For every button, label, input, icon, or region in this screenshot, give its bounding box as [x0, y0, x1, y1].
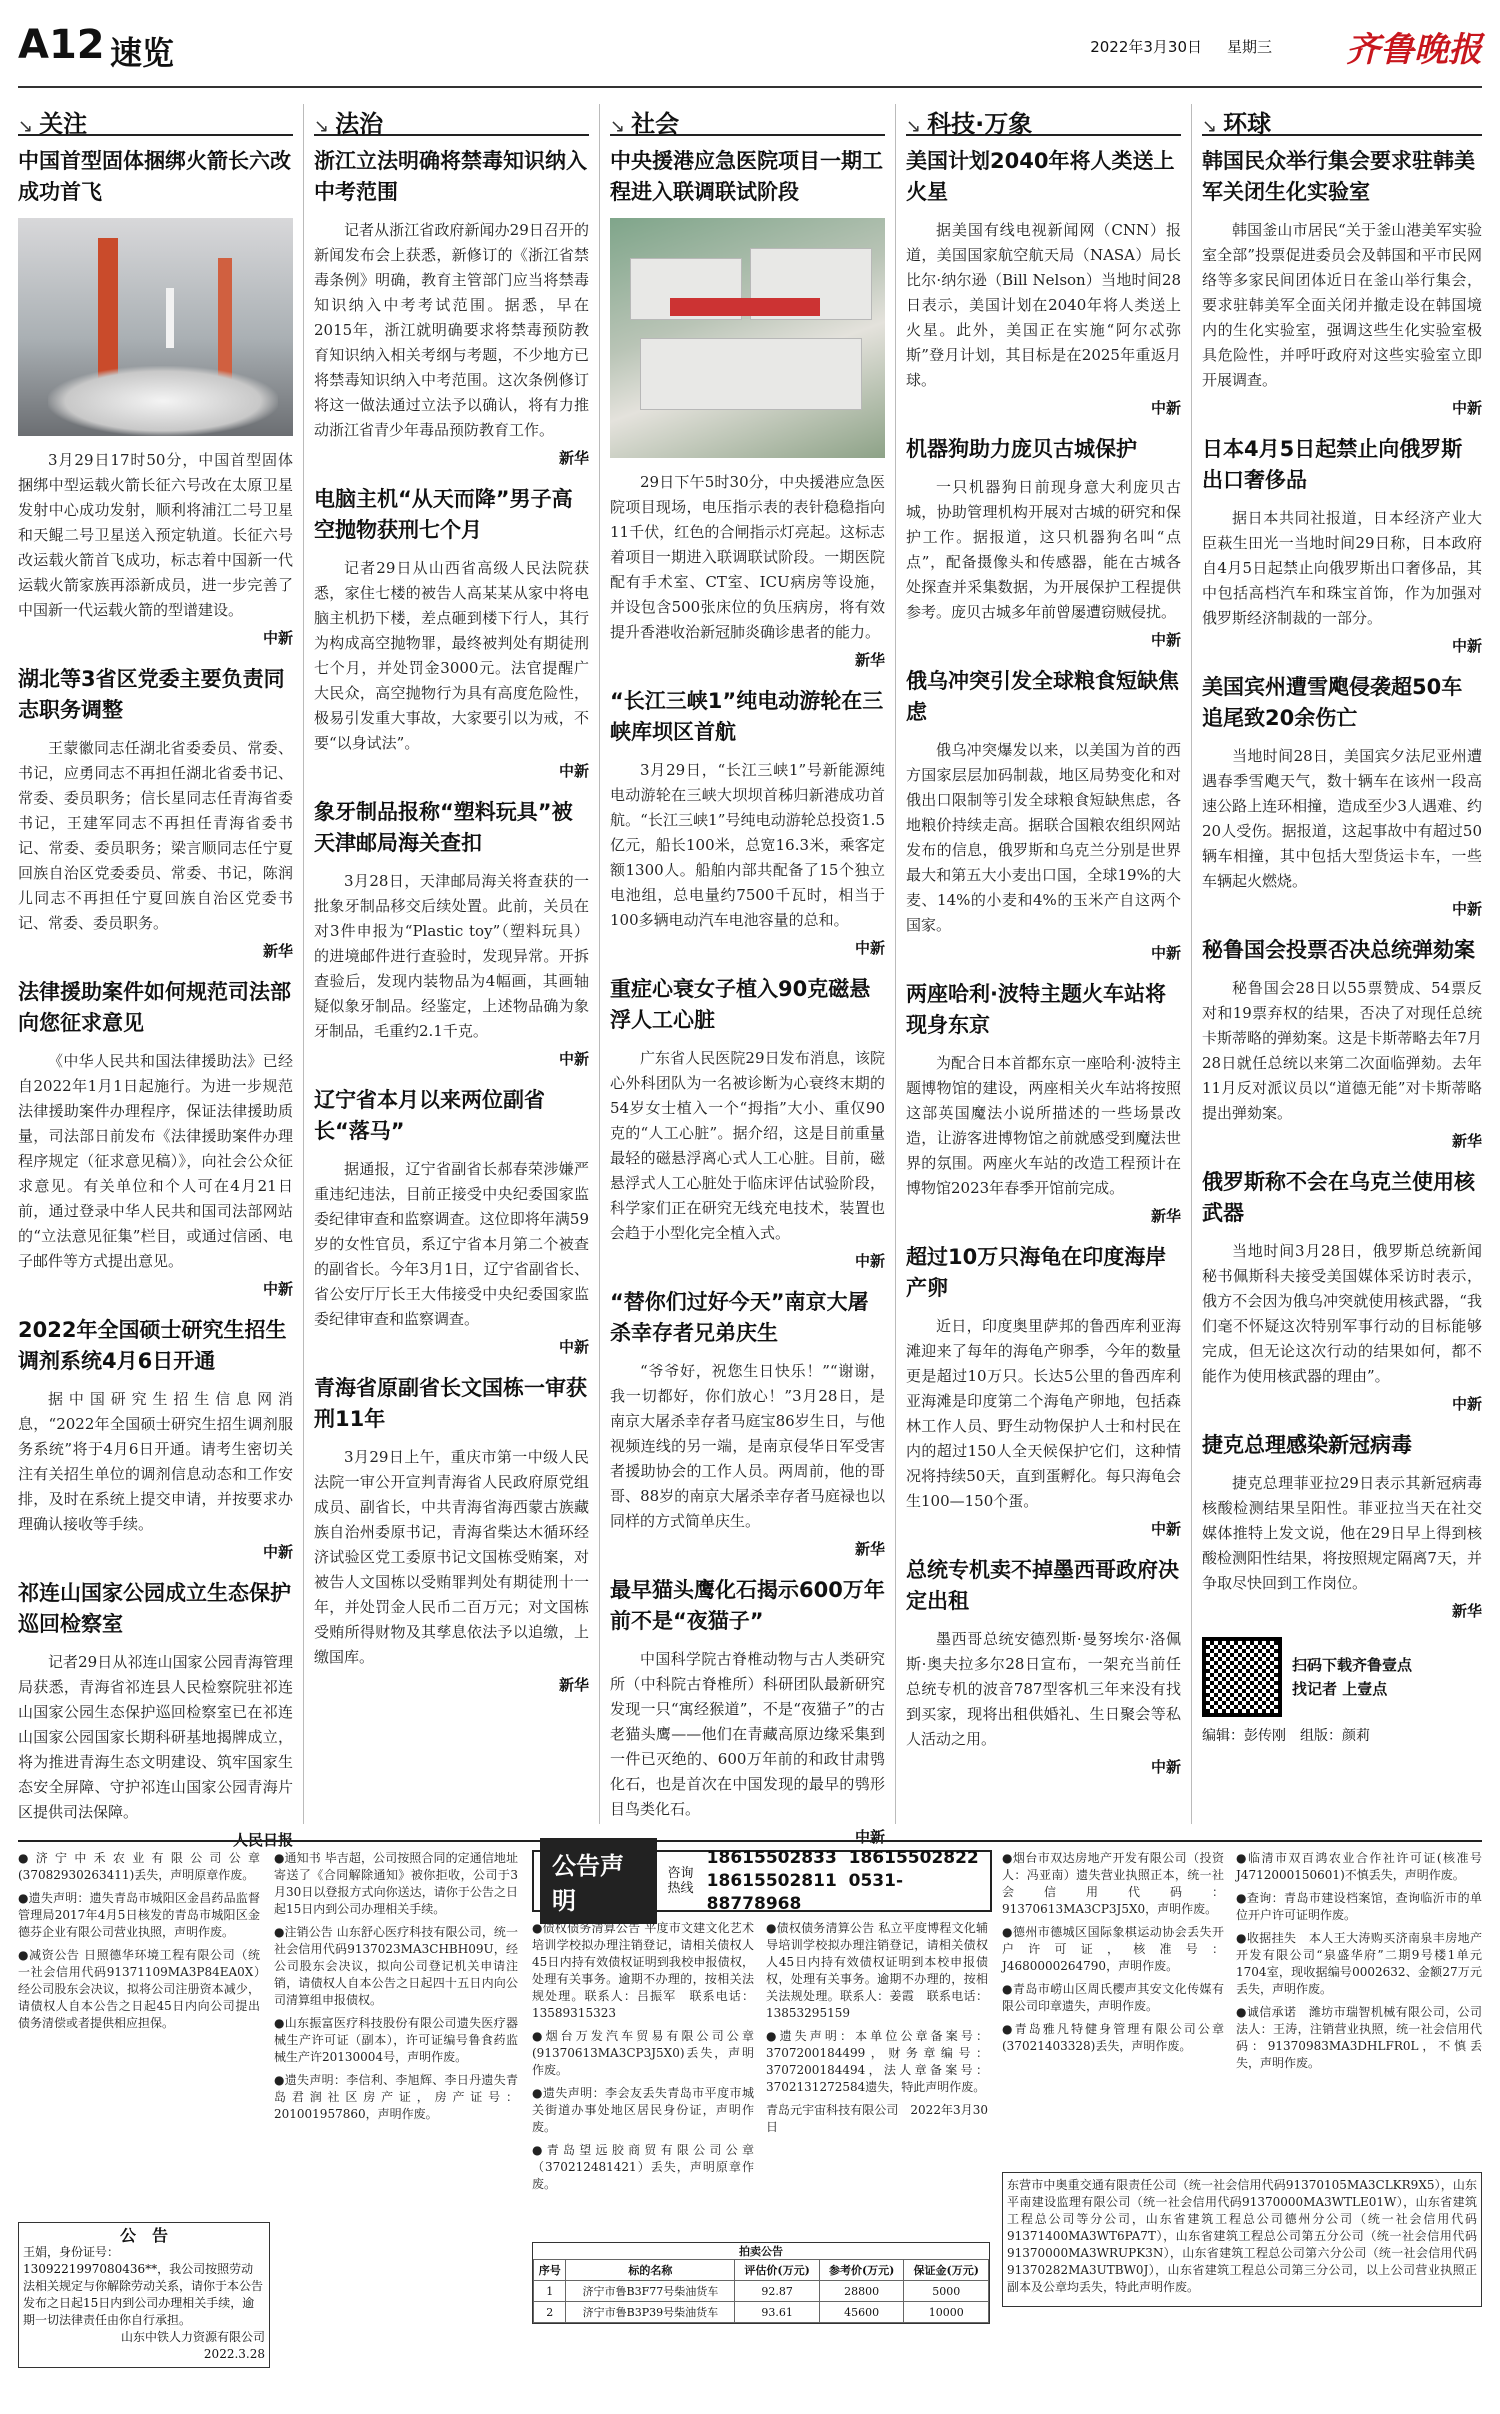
- ad-item: ●遗失声明：李会友丢失青岛市平度市城关街道办事处地区居民身份证，声明作废。: [532, 2086, 754, 2134]
- article: [610, 1287, 885, 1559]
- ad-item: ●青岛市崂山区周氏樱声其安文化传媒有限公司印章遗失，声明作废。: [1002, 1982, 1224, 2013]
- article: [610, 146, 885, 670]
- hotline-numbers: [707, 1847, 990, 1916]
- table-row: [534, 2281, 989, 2302]
- corner-icon: ↘: [18, 116, 34, 137]
- article: [1202, 434, 1482, 656]
- column-divider: [895, 104, 896, 1824]
- article: [610, 974, 885, 1271]
- phone-number[interactable]: 18615502811: [706, 1870, 837, 1891]
- article-body: 据美国有线电视新闻网（CNN）报道，美国国家航空航天局（NASA）局长比尔·纳尔逊（Bill Nelson）当地时间28日表示，美国计划在2040年将人类送上火星。此外，美国正在实施“阿尔忒弥斯”登月计划，其目标是在2025年重返月球。: [906, 221, 1181, 389]
- article-source: 中新: [1150, 1758, 1181, 1776]
- ad-item: ●遗失声明：本单位公章备案号：3707200184499，财务章编号：3707200184494，法人章备案号：3702131272584遗失，特此声明作废。: [766, 2029, 988, 2094]
- rocket-launch-photo: [18, 218, 293, 436]
- ad-item: ●通知书 毕吉超，公司按照合同的定通信地址寄送了《合同解除通知》被你拒收，公司于3月30日以登报方式向你送达，请你于公告之日起15日内到公司办理相关手续。: [274, 1851, 518, 1916]
- corner-icon: ↘: [906, 116, 922, 137]
- article-headline[interactable]: 象牙制品报称“塑料玩具”被天津邮局海关查扣: [314, 800, 573, 855]
- article-body: 当地时间28日，美国宾夕法尼亚州遭遇春季雪飑天气，数十辆车在该州一段高速公路上连环相撞，造成至少3人遇难、约20人受伤。据报道，这起事故中有超过50辆车相撞，其中包括大型货运卡车，一些车辆起火燃烧。: [1202, 747, 1482, 890]
- article: [1202, 935, 1482, 1151]
- article-headline[interactable]: 法律援助案件如何规范司法部向您征求意见: [18, 980, 291, 1035]
- ad-column: [1236, 1850, 1482, 2078]
- article: [906, 666, 1181, 963]
- ad-item: ●烟台万发汽车贸易有限公司公章(91370613MA3CP3J5X0)丢失，声明作废。: [532, 2029, 754, 2077]
- masthead: [18, 16, 1482, 88]
- article-body: 据日本共同社报道，日本经济产业大臣萩生田光一当地时间29日称，日本政府自4月5日起禁止向俄罗斯出口奢侈品，其中包括高档汽车和珠宝首饰，作为加强对俄罗斯经济制裁的一部分。: [1202, 509, 1482, 627]
- table-cell: 5000: [904, 2281, 989, 2302]
- article-body: 3月29日17时50分，中国首型固体捆绑中型运载火箭长征六号改在太原卫星发射中心成功发射，顺利将浦江二号卫星和天鲲二号卫星送入预定轨道。长征六号改运载火箭首飞成功，标志着中国新一代运载火箭家族再添新成员，进一步完善了中国新一代运载火箭的型谱建设。: [18, 451, 293, 619]
- article-body: “爷爷好，祝您生日快乐！”“谢谢，我一切都好，你们放心！”3月28日，是南京大屠杀幸存者马庭宝86岁生日，与他视频连线的另一端，是南京侵华日军受害者援助协会的工作人员。两周前，他的哥哥、88岁的南京大屠杀幸存者马庭禄也以同样的方式简单庆生。: [610, 1362, 885, 1530]
- announcement-box: [18, 2222, 270, 2368]
- article-body: 王蒙徽同志任湖北省委委员、常委、书记，应勇同志不再担任湖北省委书记、常委、委员职务；信长星同志任青海省委书记，王建军同志不再担任青海省委书记、常委、委员职务；梁言顺同志任宁夏回族自治区党委委员、常委、书记，陈润儿同志不再担任宁夏回族自治区党委书记、常委、委员职务。: [18, 739, 293, 932]
- ad-item: ●临清市双百鸿农业合作社许可证(核准号J4712000150601)不慎丢失，声明作废。: [1236, 1851, 1482, 1882]
- article: [1202, 146, 1482, 418]
- article-body: 韩国釜山市居民“关于釜山港美军实验室全部”投票促进委员会及韩国和平市民网络等多家民间团体近日在釜山举行集会，要求驻韩美军全面关闭并撤走设在韩国境内的生化实验室，强调这些生化实验室极具危险性，并呼吁政府对这些实验室立即开展调查。: [1202, 221, 1482, 389]
- article-source: 新华: [262, 942, 293, 960]
- page-number: A12: [18, 22, 105, 68]
- column-guanzhu: [18, 146, 293, 1849]
- article-body: 据中国研究生招生信息网消息，“2022年全国硕士研究生招生调剂服务系统”将于4月6日开通。请考生密切关注有关招生单位的调剂信息动态和工作安排，及时在系统上提交申请，并按要求办理确认接收等手续。: [18, 1390, 293, 1533]
- article-body: 记者29日从山西省高级人民法院获悉，家住七楼的被告人高某某从家中将电脑主机扔下楼，差点砸到楼下行人，其行为构成高空抛物罪，最终被判处有期徒刑七个月，并处罚金3000元。法官提醒广大民众，高空抛物行为具有高度危险性，极易引发重大事故，大家要引以为戒，不要“以身试法”。: [314, 559, 589, 752]
- article: [18, 664, 293, 961]
- classified-ads: [18, 1840, 1482, 2402]
- article-body: 近日，印度奥里萨邦的鲁西库利亚海滩迎来了每年的海龟产卵季，今年的数量更是超过10万只。长达5公里的鲁西库利亚海滩是印度第二个海龟产卵地，包括森林工作人员、野生动物保护人士和村民在内的超过150人全天候保护它们，这种情况将持续50天，直到蛋孵化。每只海龟会生100—150个蛋。: [906, 1317, 1181, 1510]
- article-body: 据通报，辽宁省副省长郝春荣涉嫌严重违纪违法，目前正接受中央纪委国家监委纪律审查和监察调查。这位即将年满59岁的女性官员，系辽宁省本月第二个被查的副省长。今年3月1日，辽宁省副省长、省公安厅厅长王大伟接受中央纪委国家监委纪律审查和监察调查。: [314, 1160, 589, 1328]
- table-row: [534, 2302, 989, 2323]
- ad-item: ●收据挂失 本人王大涛购买济南泉丰房地产开发有限公司“泉盛华府”二期9号楼1单元1704室，现收据编号0002632、金额27万元丢失，声明作废。: [1236, 1931, 1482, 1996]
- article-source: 中新: [1451, 399, 1482, 417]
- article-source: 中新: [1451, 637, 1482, 655]
- ad-column: [18, 1850, 260, 2038]
- qr-block: [1202, 1637, 1482, 1717]
- article-source: 中新: [1451, 900, 1482, 918]
- article-headline[interactable]: “长江三峡1”纯电动游轮在三峡库坝区首航: [610, 689, 884, 744]
- article: [610, 686, 885, 958]
- auction-table: [533, 2259, 989, 2323]
- article-source: 新华: [558, 1676, 589, 1694]
- article-source: 中新: [854, 1252, 885, 1270]
- ad-item: ●查询：青岛市建设档案馆，查询临沂市的单位开户许可证明作废。: [1236, 1891, 1482, 1922]
- article-headline[interactable]: 湖北等3省区党委主要负责同志职务调整: [18, 667, 285, 722]
- column-title: 环球: [1223, 110, 1272, 138]
- article-headline[interactable]: 韩国民众举行集会要求驻韩美军关闭生化实验室: [1202, 149, 1475, 204]
- ad-item: ●遗失声明：李信利、李旭辉、李日丹遗失青岛君润社区房产证，房产证号：201001957860，声明作废。: [274, 2073, 518, 2121]
- phone-number[interactable]: 0531-88778968: [706, 1870, 904, 1914]
- ad-item: 青岛元宇宙科技有限公司 2022年3月30日: [766, 2103, 988, 2134]
- article-headline[interactable]: 捷克总理感染新冠病毒: [1202, 1433, 1412, 1457]
- column-divider: [1191, 104, 1192, 1824]
- article-source: 中新: [1150, 631, 1181, 649]
- column-divider: [303, 104, 304, 1824]
- article-headline[interactable]: 机器狗助力庞贝古城保护: [906, 437, 1137, 461]
- ad-item: ●济宁中禾农业有限公司公章(37082930263411)丢失，声明原章作废。: [18, 1851, 260, 1882]
- notice-banner: [532, 1847, 992, 1915]
- column-keji: [906, 146, 1181, 1826]
- column-title: 关注: [39, 110, 88, 138]
- article-body: 广东省人民医院29日发布消息，该院心外科团队为一名被诊断为心衰终末期的54岁女士植入一个“拇指”大小、重仅90克的“人工心脏”。据介绍，这是目前重量最轻的磁悬浮离心式人工心脏。目前，磁悬浮式人工心脏处于临床评估试验阶段，科学家们正在研究无线充电技术，装置也会趋于小型化完全植入式。: [610, 1049, 885, 1242]
- ad-column: [1002, 1850, 1224, 2061]
- article-headline[interactable]: 俄罗斯称不会在乌克兰使用核武器: [1202, 1170, 1475, 1225]
- ad-item: ●青岛雅凡特健身管理有限公司公章(37021403328)丢失，声明作废。: [1002, 2022, 1224, 2053]
- table-cell: 济宁市鲁B3P39号柴油货车: [566, 2302, 735, 2323]
- table-header: 评估价(万元): [735, 2260, 820, 2281]
- article-source: 中新: [1451, 1395, 1482, 1413]
- article: [1202, 672, 1482, 919]
- article-source: 新华: [854, 1540, 885, 1558]
- article-headline[interactable]: “替你们过好今天”南京大屠杀幸存者兄弟庆生: [610, 1290, 869, 1345]
- article-source: 人民日报: [232, 1831, 293, 1849]
- article-headline[interactable]: 电脑主机“从天而降”男子高空抛物获刑七个月: [314, 487, 573, 542]
- article: [1202, 1430, 1482, 1621]
- table-header: 参考价(万元): [819, 2260, 904, 2281]
- column-shehui: [610, 146, 885, 1846]
- ad-item: ●德州市德城区国际象棋运动协会丢失开户许可证，核准号：J4680000264790，声明作废。: [1002, 1925, 1224, 1973]
- article: [906, 146, 1181, 418]
- article-body: 3月29日，“长江三峡1”号新能源纯电动游轮在三峡大坝坝首秭归新港成功首航。“长江三峡1”号纯电动游轮总投资1.5亿元，船长100米，总宽16.3米，乘客定额1300人。船舶内部共配备了15个独立电池组，总电量约7500千瓦时，相当于100多辆电动汽车电池容量的总和。: [610, 761, 885, 929]
- article-source: 新华: [1451, 1602, 1482, 1620]
- article: [314, 146, 589, 468]
- table-cell: 2: [534, 2302, 566, 2323]
- section-name: 速览: [110, 34, 175, 72]
- article: [906, 1242, 1181, 1539]
- article-source: 中新: [262, 1543, 293, 1561]
- column-header-2: [610, 104, 885, 136]
- article: [906, 979, 1181, 1226]
- qr-caption: [1292, 1653, 1412, 1701]
- article-body: 3月29日上午，重庆市第一中级人民法院一审公开宣判青海省人民政府原党组成员、副省长，中共青海省海西蒙古族藏族自治州委原书记，青海省柴达木循环经济试验区党工委原书记文国栋受贿案，对被告人文国栋以受贿罪判处有期徒刑十一年，并处罚金人民币二百万元；对文国栋受贿所得财物及其孳息依法予以追缴，上缴国库。: [314, 1448, 589, 1666]
- notice-title: 公告声明: [540, 1838, 657, 1924]
- column-header-1: [314, 104, 589, 136]
- article: [1202, 1167, 1482, 1414]
- article: [906, 434, 1181, 650]
- table-cell: 45600: [819, 2302, 904, 2323]
- column-huanqiu: [1202, 146, 1482, 1826]
- article-source: 新华: [1150, 1207, 1181, 1225]
- article-source: 新华: [558, 449, 589, 467]
- article-headline[interactable]: 美国宾州遭雪飑侵袭超50车追尾致20余伤亡: [1202, 675, 1463, 730]
- article-source: 新华: [854, 651, 885, 669]
- article-body: 3月28日，天津邮局海关将查获的一批象牙制品移交后续处置。此前，关员在对3件申报为“Plastic toy”（塑料玩具）的进境邮件进行查验时，发现异常。开拆查验后，发现内装物品为4幅画，其画轴疑似象牙制品。经鉴定，上述物品确为象牙制品，毛重约2.1千克。: [314, 872, 589, 1040]
- column-title: 法治: [335, 110, 384, 138]
- article-headline[interactable]: 重症心衰女子植入90克磁悬浮人工心脏: [610, 977, 871, 1032]
- article: [610, 1575, 885, 1847]
- article-body: 当地时间3月28日，俄罗斯总统新闻秘书佩斯科夫接受美国媒体采访时表示，俄方不会因为俄乌冲突就使用核武器，“我们毫不怀疑这次特别军事行动的目标能够完成，但无论这次行动的结果如何，都不能作为使用核武器的理由”。: [1202, 1242, 1482, 1385]
- ad-item: ●债权债务清算公告 私立平度博程文化辅导培训学校拟办理注销登记，请相关债权人45日内持有效债权证明到本校申报债权，处理有关事务。逾期不办理的，按相关法规处理。联系人：姜霞 联系电话：13853295159: [766, 1921, 988, 2020]
- hospital-aerial-photo: [610, 218, 885, 458]
- article-source: 新华: [1451, 1132, 1482, 1150]
- article-source: 中新: [854, 939, 885, 957]
- auction-notice: [532, 2242, 990, 2324]
- corner-icon: ↘: [610, 116, 626, 137]
- article-source: 中新: [1150, 944, 1181, 962]
- article-headline[interactable]: 辽宁省本月以来两位副省长“落马”: [314, 1088, 545, 1143]
- column-title: 社会: [631, 110, 680, 138]
- editor-credits: 编辑：彭传刚 组版：颜莉: [1202, 1728, 1370, 1744]
- building-roof: [640, 338, 862, 410]
- ad-item: ●烟台市双达房地产开发有限公司（投资人：冯亚南）遗失营业执照正本，统一社会信用代码：91370613MA3CP3J5X0，声明作废。: [1002, 1851, 1224, 1916]
- article-headline[interactable]: 最早猫头鹰化石揭示600万年前不是“夜猫子”: [610, 1578, 885, 1633]
- article-headline[interactable]: 浙江立法明确将禁毒知识纳入中考范围: [314, 149, 587, 204]
- paper-logo: 齐鲁晚报: [1346, 30, 1482, 70]
- rocket: [166, 288, 174, 348]
- article-headline[interactable]: 超过10万只海龟在印度海岸产卵: [906, 1245, 1167, 1300]
- article: [18, 1315, 293, 1562]
- article-headline[interactable]: 中国首型固体捆绑火箭长六改成功首飞: [18, 149, 291, 204]
- qr-code-icon[interactable]: [1202, 1637, 1282, 1717]
- article-headline[interactable]: 两座哈利·波特主题火车站将现身东京: [906, 982, 1166, 1037]
- ad-item: ●减资公告 日照德华环境工程有限公司（统一社会信用代码91371109MA3P84EA0X）经公司股东会决议，拟将公司注册资本减少，请债权人自本公告之日起45日内向公司提出债务清偿或者提供相应担保。: [18, 1948, 260, 2030]
- table-cell: 1: [534, 2281, 566, 2302]
- article-headline[interactable]: 日本4月5日起禁止向俄罗斯出口奢侈品: [1202, 437, 1463, 492]
- article-body: 29日下午5时30分，中央援港应急医院项目现场，电压指示表的表针稳稳指向11千伏，红色的合闸指示灯亮起。这标志着项目一期进入联调联试阶段。一期医院配有手术室、CT室、ICU病房等设施，并设包含500张床位的负压病房，将有效提升香港收治新冠肺炎确诊患者的能力。: [610, 473, 885, 641]
- announcement-title: 公 告: [119, 2226, 168, 2245]
- article-headline[interactable]: 秘鲁国会投票否决总统弹劾案: [1202, 938, 1475, 962]
- article-source: 中新: [262, 629, 293, 647]
- article-headline[interactable]: 中央援港应急医院项目一期工程进入联调联试阶段: [610, 149, 883, 204]
- article: [18, 1578, 293, 1850]
- ad-column: [766, 1920, 988, 2142]
- qr-line: 找记者 上壹点: [1292, 1680, 1388, 1698]
- article-source: 中新: [558, 1050, 589, 1068]
- column-title: 科技·万象: [927, 110, 1033, 138]
- article-headline[interactable]: 祁连山国家公园成立生态保护巡回检察室: [18, 1581, 291, 1636]
- launch-smoke: [48, 366, 278, 436]
- ad-item: ●注销公告 山东舒心医疗科技有限公司，统一社会信用代码9137023MA3CHBH09U，经公司股东会决议，拟向公司登记机关申请注销，请债权人自本公告之日起四十五日内向公司清算组申报债权。: [274, 1925, 518, 2007]
- article: [314, 1085, 589, 1357]
- article-source: 中新: [558, 1338, 589, 1356]
- ad-item: ●债权债务清算公告 平度市文建文化艺术培训学校拟办理注销登记，请相关债权人45日内持有效债权证明到我校申报债权，处理有关事务。逾期不办理的，按相关法规处理。联系人：吕振军 联系电话：13589315323: [532, 1921, 754, 2020]
- announcement-body: 王娟，身份证号：1309221997080436**，我公司按照劳动法相关规定与你解除劳动关系，请你于本公告发布之日起15日内到公司办理相关手续，逾期一切法律责任由你自行承担。: [23, 2245, 264, 2327]
- article-source: 中新: [1150, 1520, 1181, 1538]
- article-body: 一只机器狗日前现身意大利庞贝古城，协助管理机构开展对古城的研究和保护工作。据报道，这只机器狗名叫“点点”，配备摄像头和传感器，能在古城各处探查并采集数据，为开展保护工程提供参考。庞贝古城多年前曾屡遭窃贼侵扰。: [906, 478, 1181, 621]
- table-cell: 28800: [819, 2281, 904, 2302]
- article-body: 记者29日从祁连山国家公园青海管理局获悉，青海省祁连县人民检察院驻祁连山国家公园生态保护巡回检察室已在祁连山国家公园国家长期科研基地揭牌成立，将为推进青海生态文明建设、筑牢国家生态安全屏障、守护祁连山国家公园青海片区提供司法保障。: [18, 1653, 293, 1821]
- column-header-3: [906, 104, 1181, 136]
- table-cell: 92.87: [735, 2281, 820, 2302]
- article: [314, 1373, 589, 1695]
- article-source: 中新: [1150, 399, 1181, 417]
- announcement-signer: 山东中铁人力资源有限公司: [120, 2330, 265, 2344]
- article-source: 中新: [558, 762, 589, 780]
- column-fazhi: [314, 146, 589, 1826]
- red-roof: [670, 298, 820, 316]
- ad-item: ●青岛望远胶商贸有限公司公章（370212481421）丢失，声明原章作废。: [532, 2143, 754, 2191]
- auction-title: 拍卖公告: [739, 2245, 783, 2258]
- corner-icon: ↘: [314, 116, 330, 137]
- article: [314, 484, 589, 781]
- table-cell: 10000: [904, 2302, 989, 2323]
- qr-line: 扫码下载齐鲁壹点: [1292, 1656, 1413, 1674]
- article-headline[interactable]: 美国计划2040年将人类送上火星: [906, 149, 1175, 204]
- table-header: 保证金(万元): [904, 2260, 989, 2281]
- issue-date: 2022年3月30日: [1090, 38, 1202, 56]
- article: [18, 146, 293, 648]
- article-headline[interactable]: 总统专机卖不掉墨西哥政府决定出租: [906, 1558, 1179, 1613]
- article-body: 墨西哥总统安德烈斯·曼努埃尔·洛佩斯·奥夫拉多尔28日宣布，一架充当前任总统专机的波音787型客机三年来没有找到买家，现将出租供婚礼、生日聚会等私人活动之用。: [906, 1630, 1181, 1748]
- ad-item: 东营市中奥重交通有限责任公司（统一社会信用代码91370105MA3CLKR9X5），山东平南建设监理有限公司（统一社会信用代码91370000MA3WTLE01W），山东省建筑工程总公司等分公司，山东省建筑工程总公司德州分公司（统一社会信用代码91371400MA3WT6PA7T），山东省建筑工程总公司第五分公司（统一社会信用代码91370000MA3WRUPK3N），山东省建筑工程总公司第六分公司（统一社会信用代码91370282MA3UTBW0J），山东省建筑工程总公司第三分公司，以上公司营业执照正副本及公章均丢失，特此声明作废。: [1007, 2178, 1477, 2294]
- ad-item: ●遗失声明：遗失青岛市城阳区金昌药品监督管理局2017年4月5日核发的青岛市城阳区金德芬企业有限公司营业执照，声明作废。: [18, 1891, 260, 1939]
- phone-number[interactable]: 18615502833: [706, 1847, 837, 1868]
- ad-item: ●诚信承诺 潍坊市瑞智机械有限公司，公司法人：王涛，注销营业执照，统一社会信用代码：91370983MA3DHLFR0L，不慎丢失，声明作废。: [1236, 2005, 1482, 2070]
- corner-icon: ↘: [1202, 116, 1218, 137]
- table-header: 标的名称: [566, 2260, 735, 2281]
- article-body: 俄乌冲突爆发以来，以美国为首的西方国家层层加码制裁，地区局势变化和对俄出口限制等引发全球粮食短缺焦虑，各地粮价持续走高。据联合国粮农组织网站发布的信息，俄罗斯和乌克兰分别是世界最大和第五大小麦出口国，全球19%的大麦、14%的小麦和4%的玉米产自这两个国家。: [906, 741, 1181, 934]
- phone-number[interactable]: 18615502822: [848, 1847, 979, 1868]
- announcement-date: 2022.3.28: [203, 2347, 265, 2361]
- column-header-4: [1202, 104, 1482, 136]
- table-cell: 济宁市鲁B3F77号柴油货车: [566, 2281, 735, 2302]
- article-body: 《中华人民共和国法律援助法》已经自2022年1月1日起施行。为进一步规范法律援助案件办理程序，保证法律援助质量，司法部日前发布《法律援助案件办理程序规定（征求意见稿）》，向社会公众征求意见。有关单位和个人可在4月21日前，通过登录中华人民共和国司法部网站的“立法意见征集”栏目，或通过信函、电子邮件等方式提出意见。: [18, 1052, 293, 1270]
- issue-weekday: 星期三: [1226, 38, 1272, 56]
- table-cell: 93.61: [735, 2302, 820, 2323]
- table-header: 序号: [534, 2260, 566, 2281]
- column-divider: [599, 104, 600, 1824]
- article-headline[interactable]: 青海省原副省长文国栋一审获刑11年: [314, 1376, 587, 1431]
- article-source: 中新: [262, 1280, 293, 1298]
- article-headline[interactable]: 俄乌冲突引发全球粮食短缺焦虑: [906, 669, 1179, 724]
- article-body: 中国科学院古脊椎动物与古人类研究所（中科院古脊椎所）科研团队最新研究发现一只“寓经猴道”，不是“夜猫子”的古老猫头鹰——他们在青藏高原边缘采集到一件已灭绝的、600万年前的和政甘肃鸮化石，也是首次在中国发现的最早的鸮形目鸟类化石。: [610, 1650, 885, 1818]
- article-body: 为配合日本首都东京一座哈利·波特主题博物馆的建设，两座相关火车站将按照这部英国魔法小说所描述的一些场景改造，让游客进博物馆之前就感受到魔法世界的氛围。两座火车站的改造工程预计在博物馆2023年春季开馆前完成。: [906, 1054, 1181, 1197]
- article-source: 中新: [854, 1828, 885, 1846]
- article: [906, 1555, 1181, 1777]
- article-body: 秘鲁国会28日以55票赞成、54票反对和19票弃权的结果，否决了对现任总统卡斯蒂略的弹劾案。这是卡斯蒂略去年7月28日就任总统以来第二次面临弹劾。去年11月反对派议员以“道德无能”对卡斯蒂略提出弹劾案。: [1202, 979, 1482, 1122]
- ad-column: [1002, 2172, 1482, 2307]
- article-body: 捷克总理菲亚拉29日表示其新冠病毒核酸检测结果呈阳性。菲亚拉当天在社交媒体推特上发文说，他在29日早上得到核酸检测阳性结果，将按照规定隔离7天，并争取尽快回到工作岗位。: [1202, 1474, 1482, 1592]
- article-headline[interactable]: 2022年全国硕士研究生招生调剂系统4月6日开通: [18, 1318, 287, 1373]
- article: [314, 797, 589, 1069]
- ad-column: [532, 1920, 754, 2199]
- article: [18, 977, 293, 1299]
- article-body: 记者从浙江省政府新闻办29日召开的新闻发布会上获悉，新修订的《浙江省禁毒条例》明确，教育主管部门应当将禁毒知识纳入中考考试范围。据悉，早在2015年，浙江就明确要求将禁毒预防教育知识纳入相关考纲与考题，不少地方已将禁毒知识纳入中考范围。这次条例修订将这一做法通过立法予以确认，将有力推动浙江省青少年毒品预防教育工作。: [314, 221, 589, 439]
- hotline-label: 咨询热线: [667, 1866, 694, 1896]
- ad-column: [274, 1850, 518, 2129]
- ad-item: ●山东振富医疗科技股份有限公司遗失医疗器械生产许可证（副本），许可证编号鲁食药监械生产许20130004号，声明作废。: [274, 2016, 518, 2064]
- column-header-0: [18, 104, 293, 136]
